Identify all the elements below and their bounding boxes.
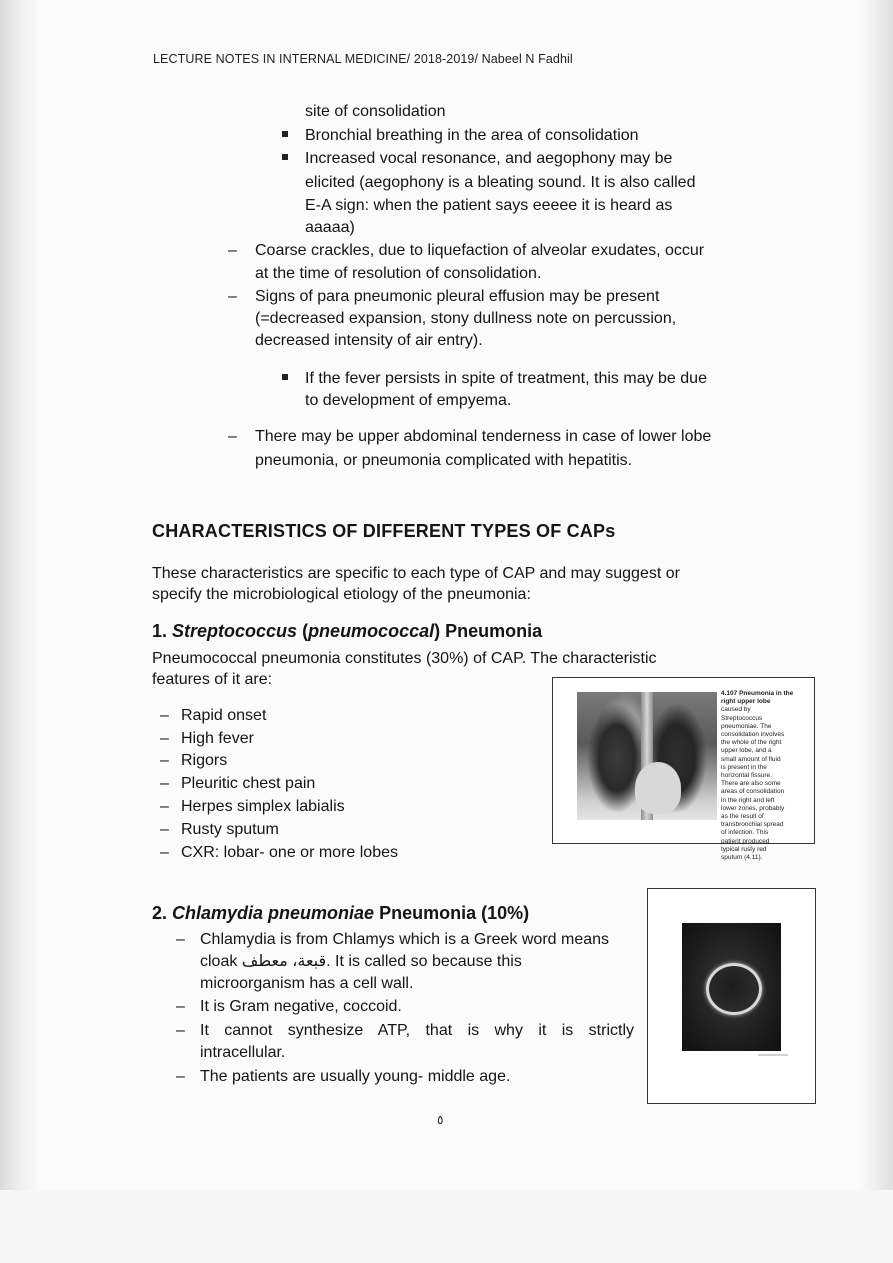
- strep-feature: Herpes simplex labialis: [181, 798, 345, 815]
- section-title: CHARACTERISTICS OF DIFFERENT TYPES OF CAPs: [152, 521, 616, 541]
- strep-feature: Rigors: [181, 752, 228, 769]
- strep-intro-line-1: Pneumococcal pneumonia constitutes (30%) of CAP. The characteristic: [152, 650, 657, 667]
- dash-marker: –: [228, 242, 237, 259]
- chlamydia-item-4: The patients are usually young- middle age.: [200, 1068, 511, 1085]
- section-intro-line-1: These characteristics are specific to each type of CAP and may suggest or: [152, 565, 680, 582]
- dash-marker: –: [160, 752, 169, 769]
- dash-marker: –: [160, 775, 169, 792]
- strep-feature: High fever: [181, 730, 254, 747]
- dash-marker: –: [176, 1068, 185, 1085]
- chlamydia-item-1-line-1: Chlamydia is from Chlamys which is a Greek word means: [200, 931, 610, 948]
- chlamydia-item-1-line-3: microorganism has a cell wall.: [200, 975, 414, 992]
- dash-marker: –: [160, 707, 169, 724]
- strep-feature: Rapid onset: [181, 707, 267, 724]
- dash-marker: –: [160, 730, 169, 747]
- dash-marker: –: [176, 931, 185, 948]
- dash-abdominal-tenderness-line-2: pneumonia, or pneumonia complicated with hepatitis.: [255, 452, 633, 469]
- dash-marker: –: [160, 844, 169, 861]
- chlamydia-micrograph-figure: [647, 888, 816, 1104]
- chlamydia-heading: 2. Chlamydia pneumoniae Pneumonia (10%): [152, 903, 530, 923]
- bullet-vocal-resonance-line-2: elicited (aegophony is a bleating sound. It is also called: [305, 174, 696, 191]
- square-bullet-icon: [282, 131, 288, 137]
- bullet-empyema-line-2: to development of empyema.: [305, 392, 512, 409]
- dash-coarse-crackles-line-1: Coarse crackles, due to liquefaction of alveolar exudates, occur: [255, 242, 705, 259]
- strep-heading: 1. Streptococcus (pneumococcal) Pneumonia: [152, 621, 543, 641]
- strep-feature: Rusty sputum: [181, 821, 279, 838]
- page-bottom-area: [0, 1190, 893, 1263]
- chest-xray-caption: 4.107 Pneumonia in the right upper lobe caused by Streptococcus pneumoniae. The consolidation involves the whole of the right upper lobe, and a small amount of fluid is present in the horizontal fissure. There are also some areas of consolidation in the right and left lower zones, probably as the result of transbronchial spread of infection. This patient produced typical rusty red sputum (4.11).: [721, 690, 794, 862]
- dash-pleural-effusion-line-3: decreased intensity of air entry).: [255, 332, 483, 349]
- continued-line: site of consolidation: [305, 103, 446, 120]
- bullet-empyema-line-1: If the fever persists in spite of treatment, this may be due: [305, 370, 707, 387]
- dash-marker: –: [160, 798, 169, 815]
- bullet-vocal-resonance-line-4: aaaaa): [305, 219, 355, 236]
- dash-coarse-crackles-line-2: at the time of resolution of consolidation.: [255, 265, 542, 282]
- chlamydia-item-3-line-2: intracellular.: [200, 1044, 286, 1061]
- chlamydia-item-2: It is Gram negative, coccoid.: [200, 998, 402, 1015]
- dash-marker: –: [176, 998, 185, 1015]
- running-header: LECTURE NOTES IN INTERNAL MEDICINE/ 2018-2019/ Nabeel N Fadhil: [153, 52, 573, 66]
- chlamydia-item-3-line-1: It cannot synthesize ATP, that is why it is strictly: [200, 1022, 634, 1039]
- bullet-vocal-resonance-line-1: Increased vocal resonance, and aegophony may be: [305, 150, 673, 167]
- dash-marker: –: [228, 288, 237, 305]
- dash-marker: –: [160, 821, 169, 838]
- page-edge-left: [0, 0, 40, 1190]
- chest-xray-image: [577, 692, 717, 820]
- square-bullet-icon: [282, 154, 288, 160]
- dash-marker: –: [176, 1022, 185, 1039]
- chest-xray-figure: [552, 677, 815, 862]
- bullet-bronchial-breathing: Bronchial breathing in the area of consolidation: [305, 127, 639, 144]
- square-bullet-icon: [282, 374, 288, 380]
- section-intro-line-2: specify the microbiological etiology of the pneumonia:: [152, 586, 531, 603]
- page-edge-right: [859, 0, 893, 1263]
- dash-abdominal-tenderness-line-1: There may be upper abdominal tenderness in case of lower lobe: [255, 428, 712, 445]
- strep-feature: CXR: lobar- one or more lobes: [181, 844, 398, 861]
- dash-pleural-effusion-line-2: (=decreased expansion, stony dullness note on percussion,: [255, 310, 677, 327]
- bullet-vocal-resonance-line-3: E-A sign: when the patient says eeeee it is heard as: [305, 197, 673, 214]
- chlamydia-micrograph-image: [682, 923, 781, 1051]
- strep-feature: Pleuritic chest pain: [181, 775, 316, 792]
- dash-pleural-effusion-line-1: Signs of para pneumonic pleural effusion may be present: [255, 288, 660, 305]
- dash-marker: –: [228, 428, 237, 445]
- strep-intro-line-2: features of it are:: [152, 671, 273, 688]
- page-number: ٥: [437, 1113, 444, 1127]
- chlamydia-item-1-line-2: cloak قبعة، معطف. It is called so because this: [200, 953, 522, 970]
